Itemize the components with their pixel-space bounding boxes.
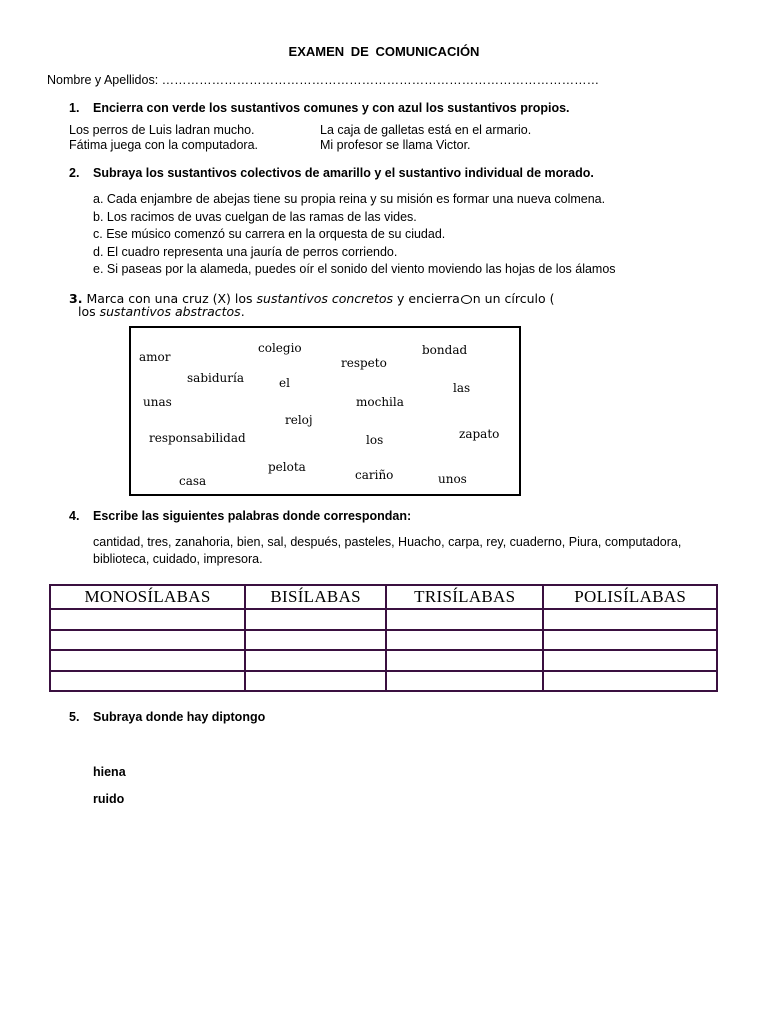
q1-instruction: Encierra con verde los sustantivos comunes y con azul los sustantivos propios. xyxy=(93,101,570,115)
q3-text-part3: n un círculo ( xyxy=(472,291,555,306)
q3-number: 3. xyxy=(69,291,83,306)
syllable-table xyxy=(49,584,718,692)
word-item[interactable]: colegio xyxy=(258,341,302,355)
word-item[interactable]: casa xyxy=(179,474,207,488)
q2-number: 2. xyxy=(69,166,80,180)
word-item[interactable]: los xyxy=(366,433,384,447)
q3-line2-pre: los xyxy=(78,304,100,319)
word-item[interactable]: sabiduría xyxy=(187,371,244,385)
word-item[interactable]: pelota xyxy=(268,460,306,474)
q1-sentence: Mi profesor se llama Victor. xyxy=(320,138,471,152)
q3-text-part2: y encierra xyxy=(393,291,460,306)
q1-sentence: La caja de galletas está en el armario. xyxy=(320,123,532,137)
table-row xyxy=(50,650,717,670)
table-cell[interactable] xyxy=(50,630,245,650)
q5-word-hiena[interactable]: hiena xyxy=(93,765,126,779)
q4-number: 4. xyxy=(69,509,80,523)
table-cell[interactable] xyxy=(245,650,386,670)
q3-instruction-line2 xyxy=(78,304,245,319)
q5-instruction: Subraya donde hay diptongo xyxy=(93,710,266,724)
q4-word-list: cantidad, tres, zanahoria, bien, sal, después, pasteles, Huacho, carpa, rey, cuaderno, Piura, computadora, xyxy=(93,535,682,549)
q3-italic-concrete: sustantivos concretos xyxy=(256,291,394,306)
word-item[interactable]: el xyxy=(279,376,290,390)
word-item[interactable]: las xyxy=(453,381,471,395)
word-item[interactable]: mochila xyxy=(356,395,404,409)
q3-italic-abstract: sustantivos abstractos xyxy=(99,304,241,319)
table-row xyxy=(50,609,717,629)
word-item[interactable]: responsabilidad xyxy=(149,431,246,445)
table-cell[interactable] xyxy=(386,650,543,670)
word-item[interactable]: respeto xyxy=(341,356,387,370)
table-cell[interactable] xyxy=(245,609,386,629)
column-header-monosilabas: MONOSÍLABAS xyxy=(50,585,245,609)
table-row xyxy=(50,671,717,691)
word-item[interactable]: reloj xyxy=(285,413,313,427)
table-cell[interactable] xyxy=(543,650,717,670)
column-header-bisilabas: BISÍLABAS xyxy=(245,585,386,609)
column-header-trisilabas: TRISÍLABAS xyxy=(386,585,543,609)
table-cell[interactable] xyxy=(50,671,245,691)
q2-item-a: a. Cada enjambre de abejas tiene su propia reina y su misión es formar una nueva colmena. xyxy=(93,192,606,206)
circle-icon xyxy=(461,295,472,304)
name-field-line[interactable]: Nombre y Apellidos: …………………………………………………………………………………………… xyxy=(47,73,600,87)
word-item[interactable]: zapato xyxy=(459,427,500,441)
table-cell[interactable] xyxy=(50,609,245,629)
table-cell[interactable] xyxy=(50,650,245,670)
table-cell[interactable] xyxy=(543,671,717,691)
q2-instruction: Subraya los sustantivos colectivos de amarillo y el sustantivo individual de morado. xyxy=(93,166,594,180)
q2-item-c: c. Ese músico comenzó su carrera en la orquesta de su ciudad. xyxy=(93,227,446,241)
table-header-row xyxy=(50,585,717,609)
q1-sentence: Los perros de Luis ladran mucho. xyxy=(69,123,255,137)
q5-number: 5. xyxy=(69,710,80,724)
table-cell[interactable] xyxy=(543,630,717,650)
table-cell[interactable] xyxy=(386,630,543,650)
word-box xyxy=(129,326,521,496)
q2-item-b: b. Los racimos de uvas cuelgan de las ramas de las vides. xyxy=(93,210,417,224)
q4-instruction: Escribe las siguientes palabras donde correspondan: xyxy=(93,509,412,523)
word-item[interactable]: unos xyxy=(438,472,467,486)
table-cell[interactable] xyxy=(386,609,543,629)
table-row xyxy=(50,630,717,650)
table-cell[interactable] xyxy=(543,609,717,629)
q2-item-e: e. Si paseas por la alameda, puedes oír el sonido del viento moviendo las hojas de los álamos xyxy=(93,262,616,276)
q5-word-ruido[interactable]: ruido xyxy=(93,792,125,806)
word-item[interactable]: cariño xyxy=(355,468,394,482)
q2-item-d: d. El cuadro representa una jauría de perros corriendo. xyxy=(93,245,398,259)
q4-word-list: biblioteca, cuidado, impresora. xyxy=(93,552,263,566)
exam-title: EXAMEN DE COMUNICACIÓN xyxy=(288,44,480,59)
table-cell[interactable] xyxy=(245,630,386,650)
table-cell[interactable] xyxy=(245,671,386,691)
table-cell[interactable] xyxy=(386,671,543,691)
word-item[interactable]: amor xyxy=(139,350,171,364)
q1-number: 1. xyxy=(69,101,80,115)
word-item[interactable]: bondad xyxy=(422,343,468,357)
q1-sentence: Fátima juega con la computadora. xyxy=(69,138,258,152)
q3-line2-post: . xyxy=(240,304,245,319)
q3-text-part1: Marca con una cruz (X) los xyxy=(86,291,257,306)
column-header-polisilabas: POLISÍLABAS xyxy=(543,585,717,609)
word-item[interactable]: unas xyxy=(143,395,172,409)
